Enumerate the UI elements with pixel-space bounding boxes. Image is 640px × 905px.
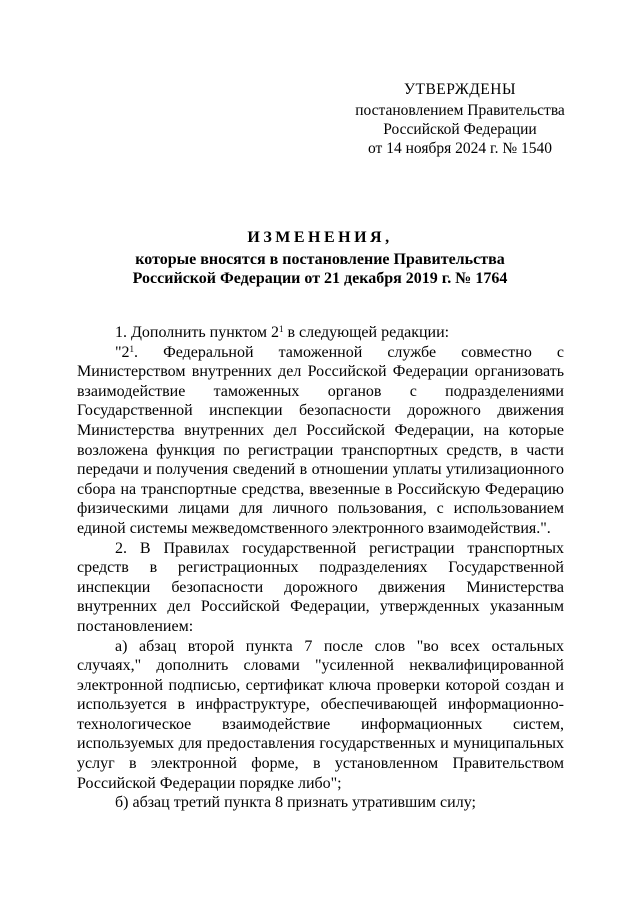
approved-heading: УТВЕРЖДЕНЫ — [404, 81, 516, 98]
p1-text-after: в следующей редакции: — [283, 324, 450, 341]
paragraph-4: а) абзац второй пункта 7 после слов "во всех остальных случаях," дополнить словами "усиленной неквалифицированной электронной подписью, сертификат ключа проверки которой создан и используется в инфраструктуре, обеспечивающей информационно-технологическое взаимодействие информационных систем, используемых для предоставления государственных и муниципальных услуг в электронной форме, в установленном Правительством Российской Федерации порядке либо"; — [77, 637, 564, 792]
p2-text-before: "2 — [115, 343, 130, 361]
approval-stamp — [330, 80, 590, 158]
title-main: ИЗМЕНЕНИЯ, — [247, 229, 393, 246]
paragraph-2 — [77, 343, 564, 539]
document-body — [77, 323, 564, 813]
approved-line-1: постановлением Правительства — [355, 102, 565, 119]
title-sub-2: Российской Федерации от 21 декабря 2019 г. № 1764 — [132, 270, 508, 287]
approved-line-3: от 14 ноября 2024 г. № 1540 — [368, 140, 552, 157]
paragraph-3: 2. В Правилах государственной регистрации транспортных средств в регистрационных подразделениях Государственной инспекции безопасности дорожного движения Министерства внутренних дел Российской Федерации, утвержденных указанным постановлением: — [77, 539, 564, 635]
title-sub-1: которые вносятся в постановление Правительства — [135, 250, 505, 268]
p2-text-after: . Федеральной таможенной службе совместно с Министерством внутренних дел Российской Федерации организовать взаимодействие таможенных органов с подразделениями Государственной инспекции безопасности дорожного движения Министерства внутренних дел Российской Федерации, на которые возложена функция по регистрации транспортных средств, в части передачи и получения сведений в отношении уплаты утилизационного сбора на транспортные средства, ввезенные в Российскую Федерацию физическими лицами для личного пользования, с использованием единой системы межведомственного электронного взаимодействия.". — [77, 343, 564, 537]
approved-line-2: Российской Федерации — [383, 121, 537, 138]
p1-text-before: 1. Дополнить пунктом 2 — [115, 324, 279, 341]
document-title — [60, 228, 580, 289]
paragraph-1 — [77, 323, 564, 343]
p1-superscript: 1 — [278, 324, 284, 334]
paragraph-5: б) абзац третий пункта 8 признать утратившим силу; — [115, 794, 476, 812]
p2-superscript: 1 — [129, 343, 135, 354]
